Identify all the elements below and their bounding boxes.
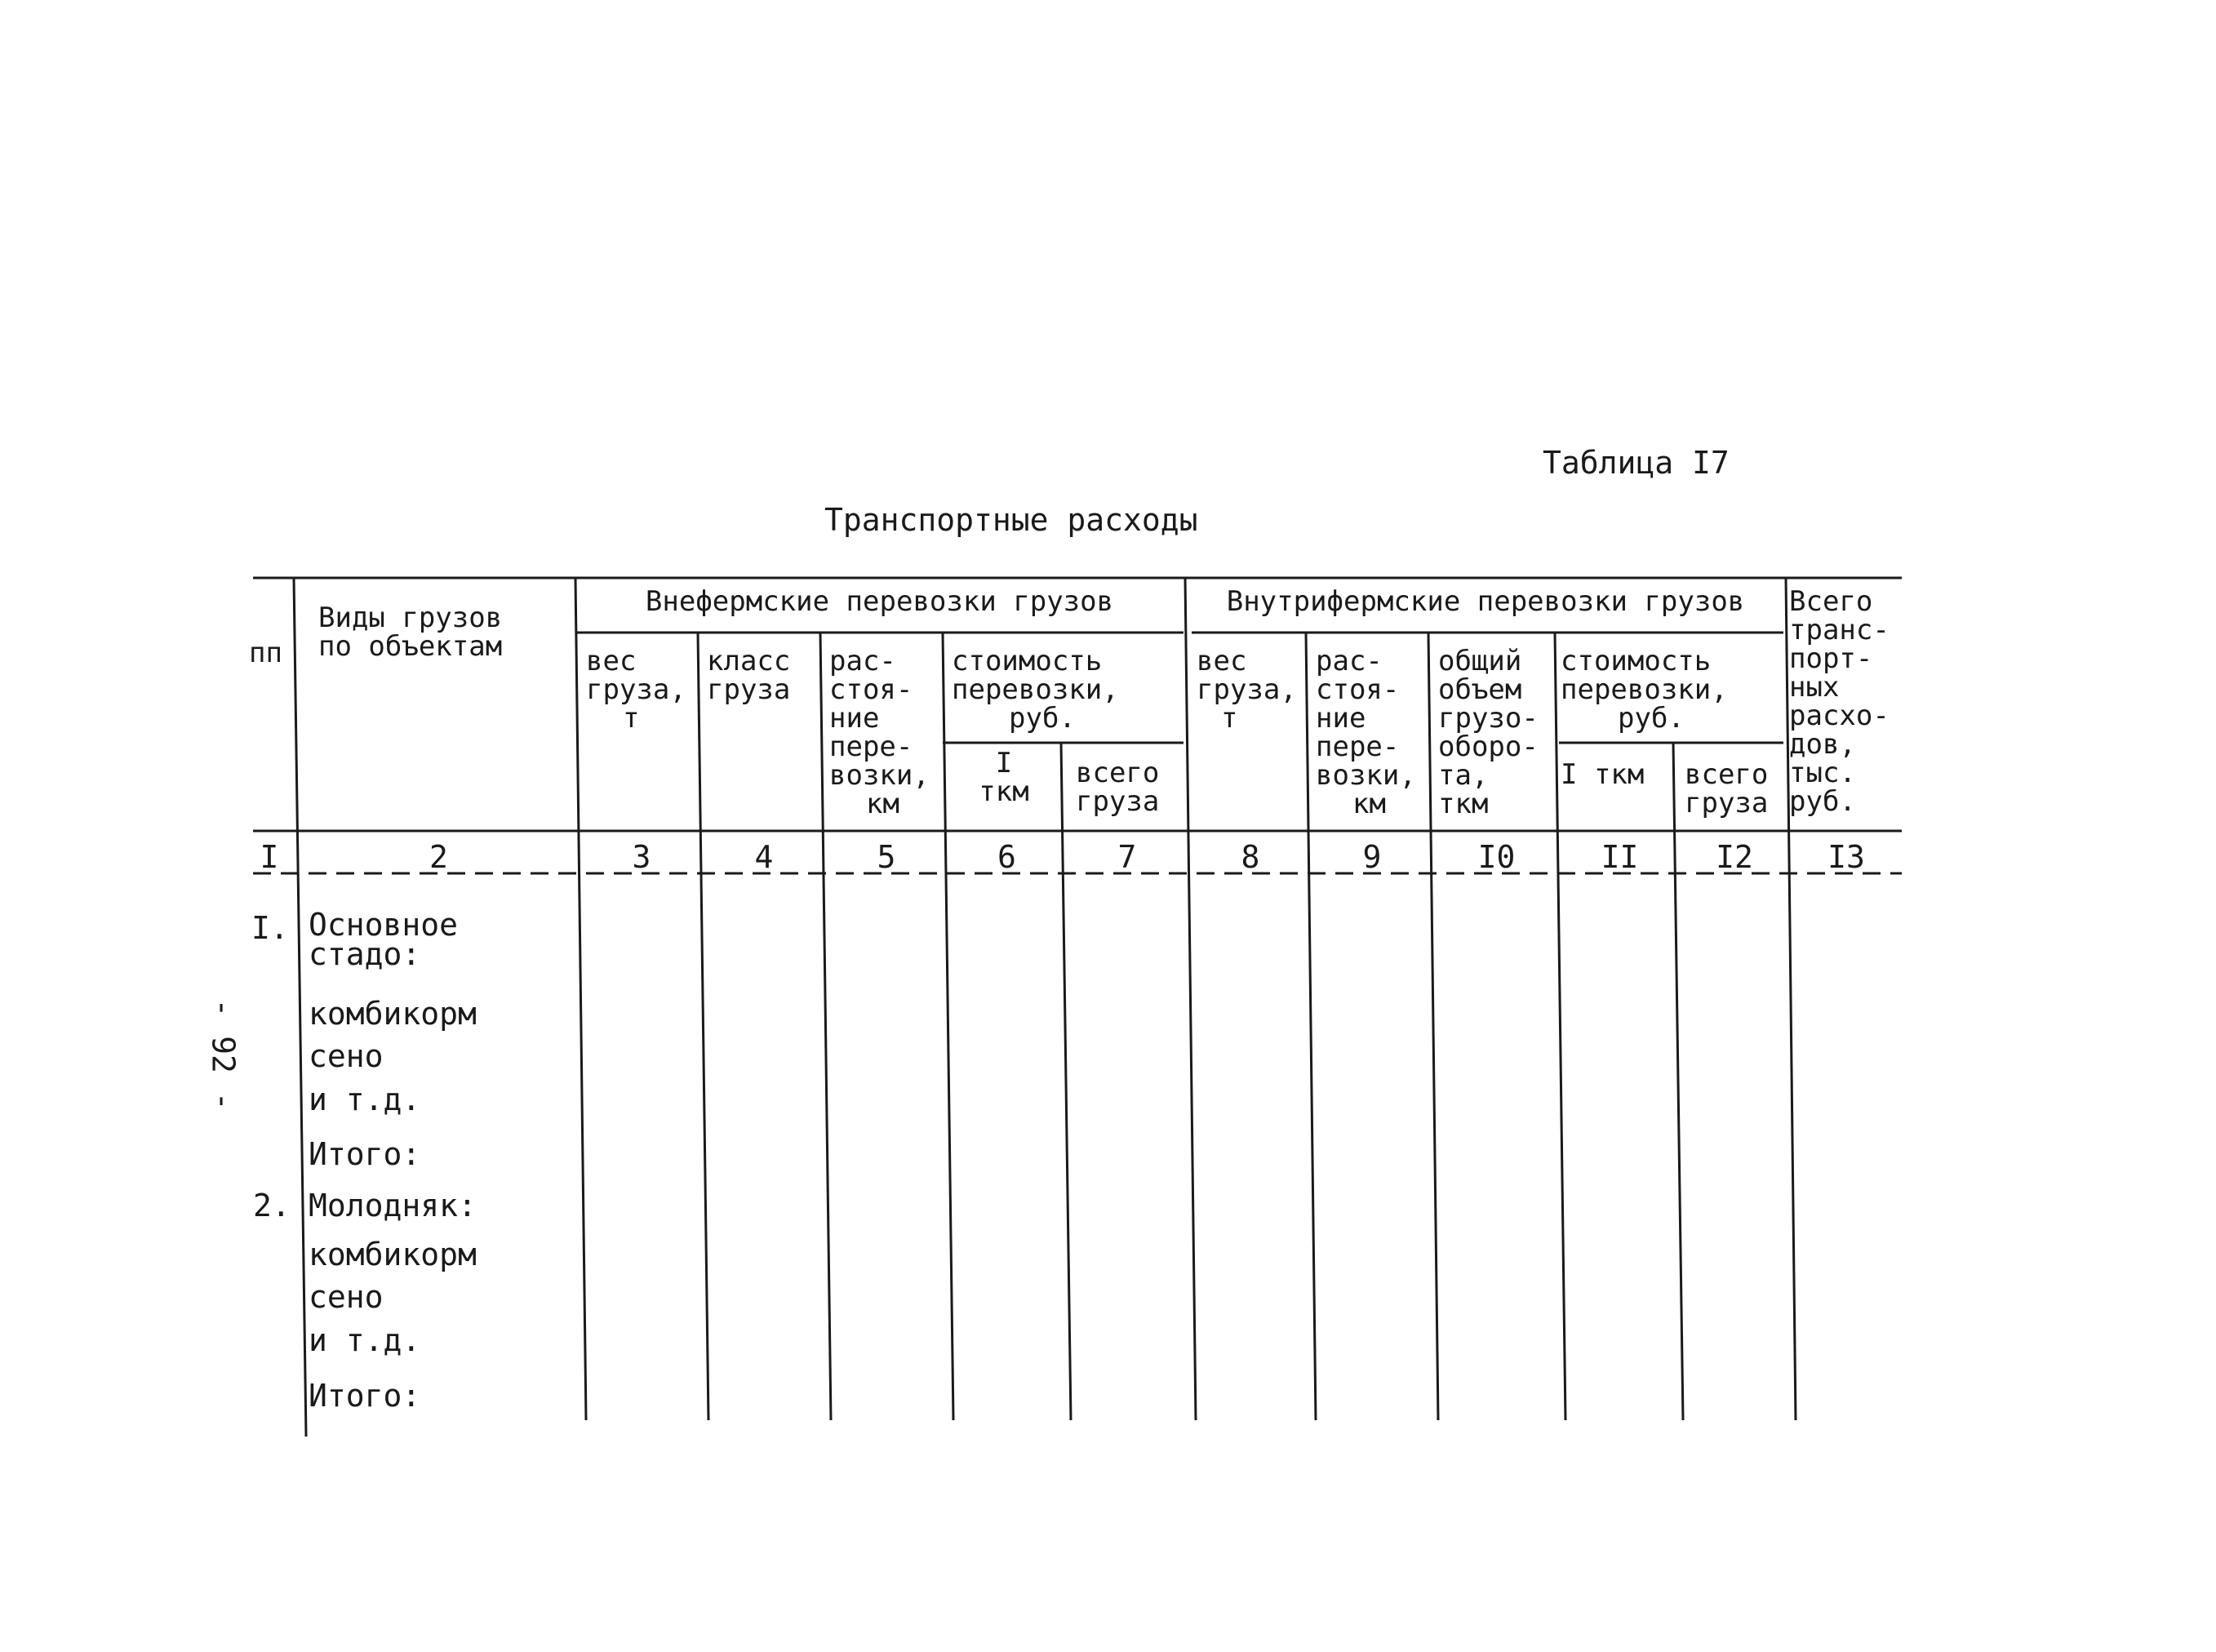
- row-index: 2.: [253, 1188, 291, 1223]
- header-outer-transport: Внефермские перевозки грузов: [645, 585, 1114, 618]
- header-outer-distance: рас- стоя- ние пере- возки, км: [829, 645, 930, 820]
- row-label: Итого:: [309, 1378, 421, 1414]
- table-title: Транспортные расходы: [824, 502, 1198, 538]
- column-number: 6: [997, 839, 1016, 875]
- column-number: II: [1601, 839, 1639, 875]
- row-label: комбикорм: [309, 996, 477, 1032]
- row-label: Основное стадо:: [309, 907, 459, 972]
- row-label: сено: [309, 1279, 384, 1315]
- header-np: пп: [249, 637, 282, 669]
- col-line-1: [294, 578, 306, 1437]
- header-outer-cost-1tkm: I ткм: [979, 747, 1029, 808]
- table-label: Таблица I7: [1543, 445, 1730, 481]
- column-number: 3: [632, 839, 651, 875]
- column-number: 5: [877, 839, 896, 875]
- header-inner-weight: вес груза, т: [1197, 645, 1297, 735]
- row-label: и т.д.: [309, 1322, 421, 1358]
- row-label: сено: [309, 1038, 384, 1074]
- column-number: I3: [1827, 839, 1865, 875]
- page-number: - 92 -: [205, 998, 242, 1111]
- header-outer-weight: вес груза, т: [586, 645, 686, 735]
- column-number: 2: [429, 839, 448, 875]
- header-total-costs: Всего транс- порт- ных расхо- дов, тыс. руб.: [1789, 585, 1890, 818]
- column-number: I: [260, 839, 279, 875]
- header-outer-cost: стоимость перевозки, руб.: [952, 645, 1119, 735]
- column-number: 8: [1241, 839, 1260, 875]
- row-index: I.: [251, 910, 289, 946]
- row-label: Молодняк:: [309, 1188, 477, 1223]
- column-number: 7: [1117, 839, 1137, 875]
- column-number: I2: [1716, 839, 1753, 875]
- header-outer-cost-total: всего груза: [1076, 757, 1160, 818]
- row-label: комбикорм: [309, 1237, 477, 1272]
- header-cargo-types: Виды грузов по объектам: [318, 602, 503, 663]
- header-inner-distance: рас- стоя- ние пере- возки, км: [1316, 645, 1416, 820]
- header-outer-class: класс груза: [707, 645, 791, 706]
- column-number: 9: [1362, 839, 1382, 875]
- row-label: и т.д.: [309, 1081, 421, 1117]
- header-inner-cost: стоимость перевозки, руб.: [1561, 645, 1728, 735]
- column-number: 4: [754, 839, 774, 875]
- header-inner-cost-total: всего груза: [1685, 758, 1769, 819]
- row-label: Итого:: [309, 1136, 421, 1172]
- header-inner-transport: Внутрифермские перевозки грузов: [1226, 585, 1745, 618]
- header-inner-volume: общий объем грузо- оборо- та, ткм: [1438, 645, 1539, 820]
- column-number: I0: [1477, 839, 1516, 875]
- header-inner-cost-1tkm: I ткм: [1561, 758, 1645, 791]
